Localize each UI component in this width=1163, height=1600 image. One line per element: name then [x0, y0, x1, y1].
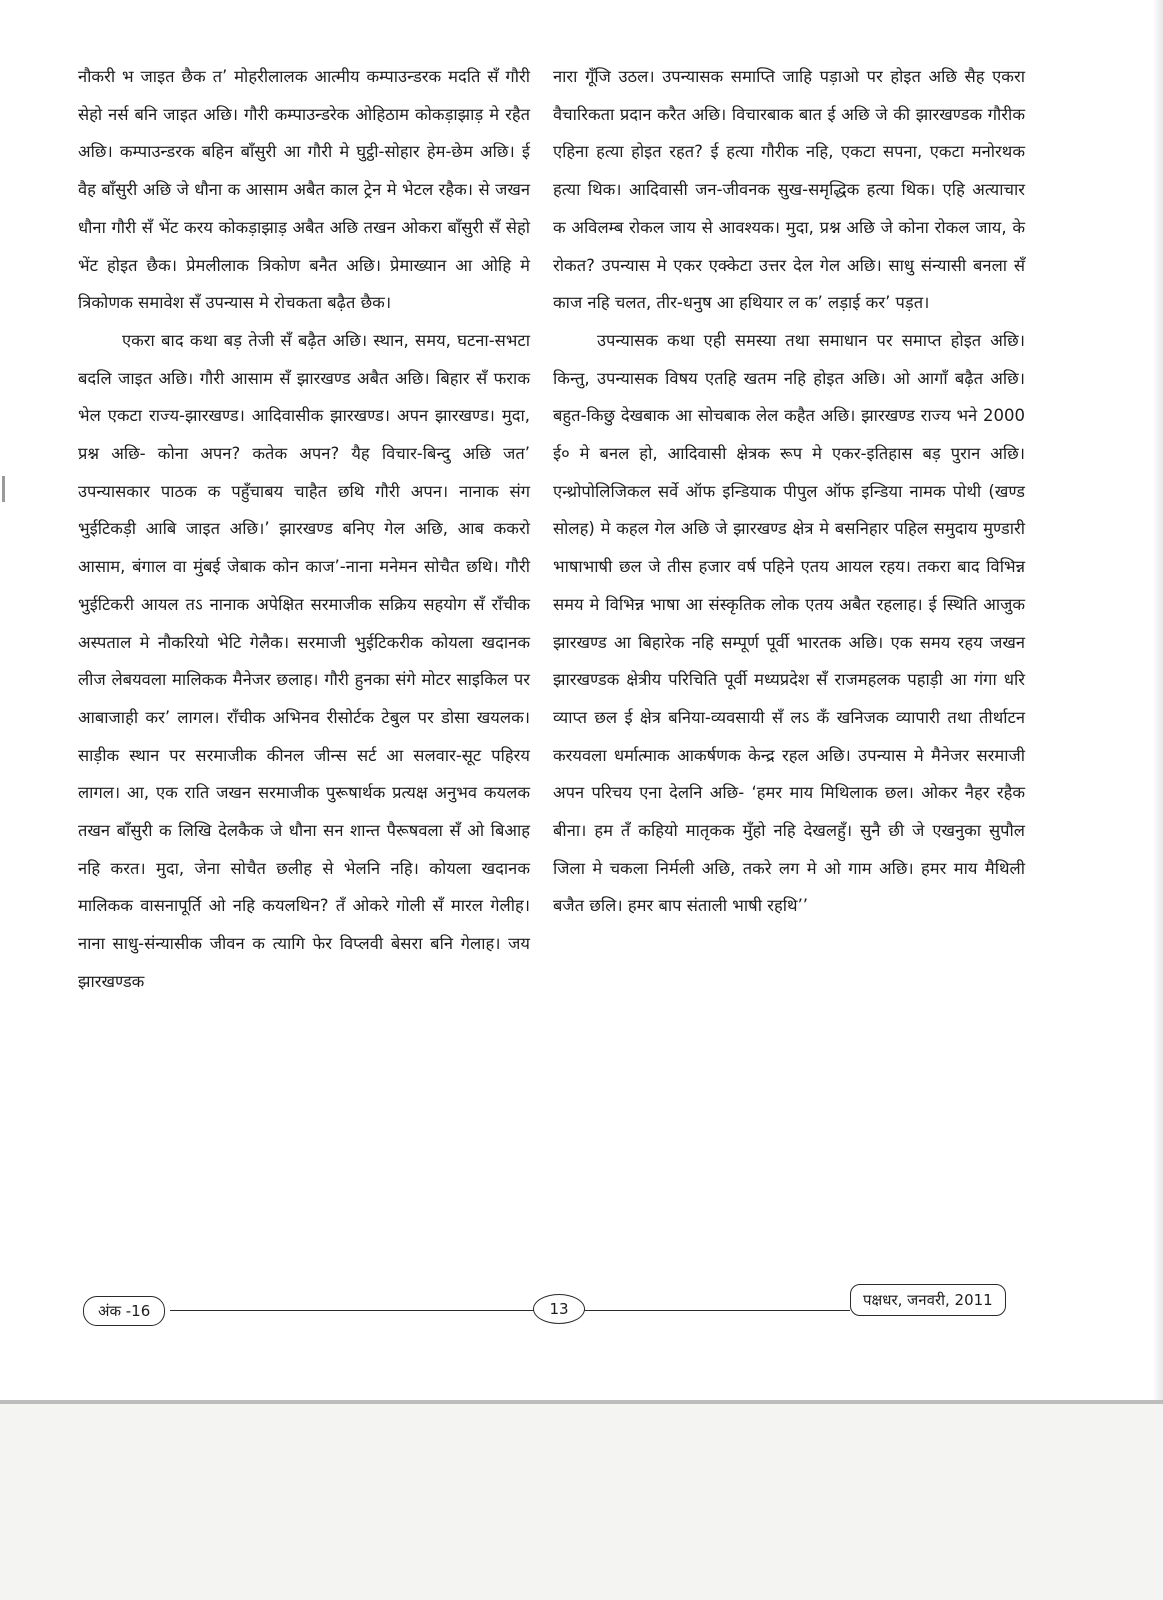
- scan-bottom-edge: [0, 1400, 1163, 1404]
- right-paragraph-2: उपन्यासक कथा एही समस्या तथा समाधान पर समाप्त होइत अछि। किन्तु, उपन्यासक विषय एतहि खतम नहि होइत अछि। ओ आगाँ बढ़ैत अछि। बहुत-किछु देखबाक आ सोचबाक लेल कहैत अछि। झारखण्ड राज्य भने 2000 ई० मे बनल हो, आदिवासी क्षेत्रक रूप मे एकर-इतिहास बड़ पुरान अछि। एन्थ्रोपोलिजिकल सर्वे ऑफ इन्डियाक पीपुल ऑफ इन्डिया नामक पोथी (खण्ड सोलह) मे कहल गेल अछि जे झारखण्ड क्षेत्र मे बसनिहार पहिल समुदाय मुण्डारी भाषाभाषी छल जे तीस हजार वर्ष पहिने एतय आयल रहय। तकरा बाद विभिन्न समय मे विभिन्न भाषा आ संस्कृतिक लोक एतय अबैत रहलाह। ई स्थिति आजुक झारखण्ड आ बिहारेक नहि सम्पूर्ण पूर्वी भारतक अछि। एक समय रहय जखन झारखण्डक क्षेत्रीय परिचिति पूर्वी मध्यप्रदेश सँ राजमहलक पहाड़ी आ गंगा धरि व्याप्त छल ई क्षेत्र बनिया-व्यवसायी सँ लऽ कँ खनिजक व्यापारी तथा तीर्थाटन करयवला धर्मात्माक आकर्षणक केन्द्र रहल अछि। उपन्यास मे मैनेजर सरमाजी अपन परिचय एना देलनि अछि- ‘हमर माय मिथिलाक छल। ओकर नैहर रहैक बीना। हम तँ कहियो मातृकक मुँहो नहि देखलहुँ। सुनै छी जे एखनुका सुपौल जिला मे चकला निर्मली अछि, तकरे लग मे ओ गाम अछि। हमर माय मैथिली बजैत छलि। हमर बाप संताली भाषी रहथि’’: [553, 330, 1025, 916]
- binding-mark: [2, 476, 5, 502]
- right-column: [553, 58, 1025, 925]
- left-column: [78, 58, 530, 1001]
- footer-rule: [170, 1310, 850, 1311]
- magazine-label: पक्षधर, जनवरी, 2011: [850, 1284, 1006, 1316]
- right-paragraph-1: नारा गूँजि उठल। उपन्यासक समाप्ति जाहि पड़ाओ पर होइत अछि सैह एकरा वैचारिकता प्रदान करैत अछि। विचारबाक बात ई अछि जे की झारखण्डक गौरीक एहिना हत्या होइत रहत? ई हत्या गौरीक नहि, एकटा सपना, एकटा मनोरथक हत्या थिक। आदिवासी जन-जीवनक सुख-समृद्धिक हत्या थिक। एहि अत्याचार क अविलम्ब रोकल जाय से आवश्यक। मुदा, प्रश्न अछि जे कोना रोकल जाय, के रोकत? उपन्यास मे एकर एक्केटा उत्तर देल गेल अछि। साधु संन्यासी बनला सँ काज नहि चलत, तीर-धनुष आ हथियार ल क’ लड़ाई कर’ पड़त।: [553, 67, 1025, 313]
- page-number: 13: [533, 1294, 585, 1324]
- scan-edge-shadow: [1153, 0, 1163, 1402]
- left-paragraph-1: नौकरी भ जाइत छैक त’ मोहरीलालक आत्मीय कम्पाउन्डरक मदति सँ गौरी सेहो नर्स बनि जाइत अछि। गौरी कम्पाउन्डरेक ओहिठाम कोकड़ाझाड़ मे रहैत अछि। कम्पाउन्डरक बहिन बाँसुरी आ गौरी मे घुट्ठी-सोहार हेम-छेम अछि। ई वैह बाँसुरी अछि जे धौना क आसाम अबैत काल ट्रेन मे भेटल रहैक। से जखन धौना गौरी सँ भेंट करय कोकड़ाझाड़ अबैत अछि तखन ओकरा बाँसुरी सँ सेहो भेंट होइत छैक। प्रेमलीलाक त्रिकोण बनैत अछि। प्रेमाख्यान आ ओहि मे त्रिकोणक समावेश सँ उपन्यास मे रोचकता बढ़ैत छैक।: [78, 67, 530, 313]
- issue-label: अंक -16: [83, 1296, 165, 1326]
- left-paragraph-2: एकरा बाद कथा बड़ तेजी सँ बढ़ैत अछि। स्थान, समय, घटना-सभटा बदलि जाइत अछि। गौरी आसाम सँ झारखण्ड अबैत अछि। बिहार सँ फराक भेल एकटा राज्य-झारखण्ड। आदिवासीक झारखण्ड। अपन झारखण्ड। मुदा, प्रश्न अछि- कोना अपन? कतेक अपन? यैह विचार-बिन्दु अछि जत’ उपन्यासकार पाठक क पहुँचाबय चाहैत छथि गौरी अपन। नानाक संग भुईटिकड़ी आबि जाइत अछि।’ झारखण्ड बनिए गेल अछि, आब ककरो आसाम, बंगाल वा मुंबई जेबाक कोन काज’-नाना मनेमन सोचैत छथि। गौरी भुईटिकरी आयल तऽ नानाक अपेक्षित सरमाजीक सक्रिय सहयोग सँ राँचीक अस्पताल मे नौकरियो भेटि गेलैक। सरमाजी भुईटिकरीक कोयला खदानक लीज लेबयवला मालिकक मैनेजर छलाह। गौरी हुनका संगे मोटर साइकिल पर आबाजाही कर’ लागल। राँचीक अभिनव रीसोर्टक टेबुल पर डोसा खयलक। साड़ीक स्थान पर सरमाजीक कीनल जीन्स सर्ट आ सलवार-सूट पहिरय लागल। आ, एक राति जखन सरमाजीक पुरूषार्थक प्रत्यक्ष अनुभव कयलक तखन बाँसुरी क लिखि देलकैक जे धौना सन शान्त पैरूषवला सँ ओ बिआह नहि करत। मुदा, जेना सोचैत छलीह से भेलनि नहि। कोयला खदानक मालिकक वासनापूर्ति ओ नहि कयलथिन? तँ ओकरे गोली सँ मारल गेलीह। नाना साधु-संन्यासीक जीवन क त्यागि फेर विप्लवी बेसरा बनि गेलाह। जय झारखण्डक: [78, 330, 530, 991]
